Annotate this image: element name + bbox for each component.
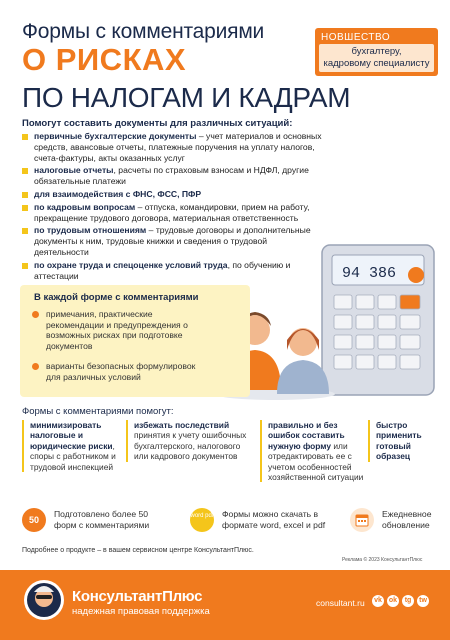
item-bold: налоговые отчеты xyxy=(34,165,114,176)
feature-text: Ежедневное обновление xyxy=(382,509,432,530)
help-col-bold: минимизировать налоговые и юридические риски xyxy=(30,420,113,451)
feature-text: Подготовлено более 50 форм с комментариями xyxy=(54,509,150,530)
calendar-icon xyxy=(350,508,374,532)
help-title: Формы с комментариями помогут: xyxy=(22,406,174,417)
item-text: , по обучению и аттестации xyxy=(34,259,291,281)
title-line-1: Формы с комментариями xyxy=(22,20,265,43)
twitter-icon[interactable]: tw xyxy=(417,595,429,607)
title-line-3: ПО НАЛОГАМ И КАДРАМ xyxy=(22,82,351,113)
item-bold: по кадровым вопросам xyxy=(34,201,136,212)
feature-updates xyxy=(350,508,445,538)
ad-label: Реклама © 2023 КонсультантПлюс xyxy=(342,557,423,563)
fifty-badge-icon: 50 xyxy=(22,508,46,532)
help-col-text: принятия к учету ошибочных бухгалтерского, налогового или кадрового документов xyxy=(134,430,247,462)
list-item xyxy=(22,189,322,200)
list-item xyxy=(22,165,322,187)
footer-bar xyxy=(0,570,450,640)
novelty-badge xyxy=(315,28,438,76)
badge-audience-line-1: бухгалтеру, xyxy=(351,46,402,57)
telegram-icon[interactable]: tg xyxy=(402,595,414,607)
list-item xyxy=(22,225,322,257)
ok-icon[interactable]: ok xyxy=(387,595,399,607)
intro-text: Помогут составить документы для различных ситуаций: xyxy=(22,118,293,129)
help-columns xyxy=(22,420,432,500)
list-item xyxy=(22,202,322,224)
item-bold: для взаимодействия с ФНС, ФСС, ПФР xyxy=(34,188,202,199)
help-col-bold: быстро применить готовый образец xyxy=(376,420,422,462)
item-text: – отпуска, командировки, прием на работу, прекращение трудового договора, материальная ответственность xyxy=(34,201,310,223)
help-col-text: или отредактировать ее с учетом особенностей хозяйственной ситуации xyxy=(268,440,364,483)
item-text: – учет материалов и основных средств, авансовые отчеты, платежные поручения на уплату налогов, счета-фактуры, акты оказанных услуг xyxy=(34,131,322,163)
list-item xyxy=(22,131,322,163)
badge-tag: НОВШЕСТВО xyxy=(321,32,391,43)
info-box-title: В каждой форме с комментариями xyxy=(34,292,199,303)
feature-forms-count xyxy=(22,508,152,538)
help-col-3 xyxy=(260,420,364,482)
bullet-icon xyxy=(32,311,39,318)
mascot-logo-icon xyxy=(22,578,66,632)
help-col-bold: избежать последствий xyxy=(134,420,230,430)
help-col-bold: правильно и без ошибок составить нужную форму xyxy=(268,420,345,451)
list-item xyxy=(22,260,322,282)
brand-tagline: надежная правовая поддержка xyxy=(72,606,210,617)
situations-list xyxy=(22,131,322,283)
word-pdf-icon: word pdf xyxy=(190,508,214,532)
info-item-1 xyxy=(32,309,207,351)
title-line-2: О РИСКАХ xyxy=(22,42,187,77)
feature-text: Формы можно скачать в формате word, excel и pdf xyxy=(222,509,326,530)
item-bold: по охране труда и спецоценке условий труда xyxy=(34,259,228,270)
item-text: , расчеты по страховым взносам и НДФЛ, другие обязательные платежи xyxy=(34,165,309,187)
help-col-2 xyxy=(126,420,254,462)
website-link[interactable]: consultant.ru xyxy=(316,598,365,608)
info-item-2-text: варианты безопасных формулировок для различных условий xyxy=(46,361,196,382)
vk-icon[interactable]: vk xyxy=(372,595,384,607)
help-col-4 xyxy=(368,420,432,462)
badge-audience xyxy=(319,44,434,72)
item-bold: первичные бухгалтерские документы xyxy=(34,131,197,141)
item-bold: по трудовым отношениям xyxy=(34,225,147,236)
info-item-1-text: примечания, практические рекомендации и предупреждения о возможных рисках при подготовке документов xyxy=(46,309,188,351)
badge-audience-line-2: кадровому специалисту xyxy=(323,58,430,69)
help-col-text: , споры с работником и трудовой инспекцией xyxy=(30,440,116,472)
bullet-icon xyxy=(32,363,39,370)
info-box xyxy=(20,285,250,397)
calculator-display: 94 386 xyxy=(342,265,397,282)
item-text: – трудовые договоры и дополнительные документы к ним, трудовые книжки и сведения о трудовой деятельности xyxy=(34,225,311,257)
feature-formats xyxy=(190,508,330,538)
brand-logo: КонсультантПлюс xyxy=(72,588,203,605)
info-item-2 xyxy=(32,361,207,382)
help-col-1 xyxy=(22,420,122,472)
footnote: Подробнее о продукте – в вашем сервисном центре КонсультантПлюс. xyxy=(22,547,254,554)
